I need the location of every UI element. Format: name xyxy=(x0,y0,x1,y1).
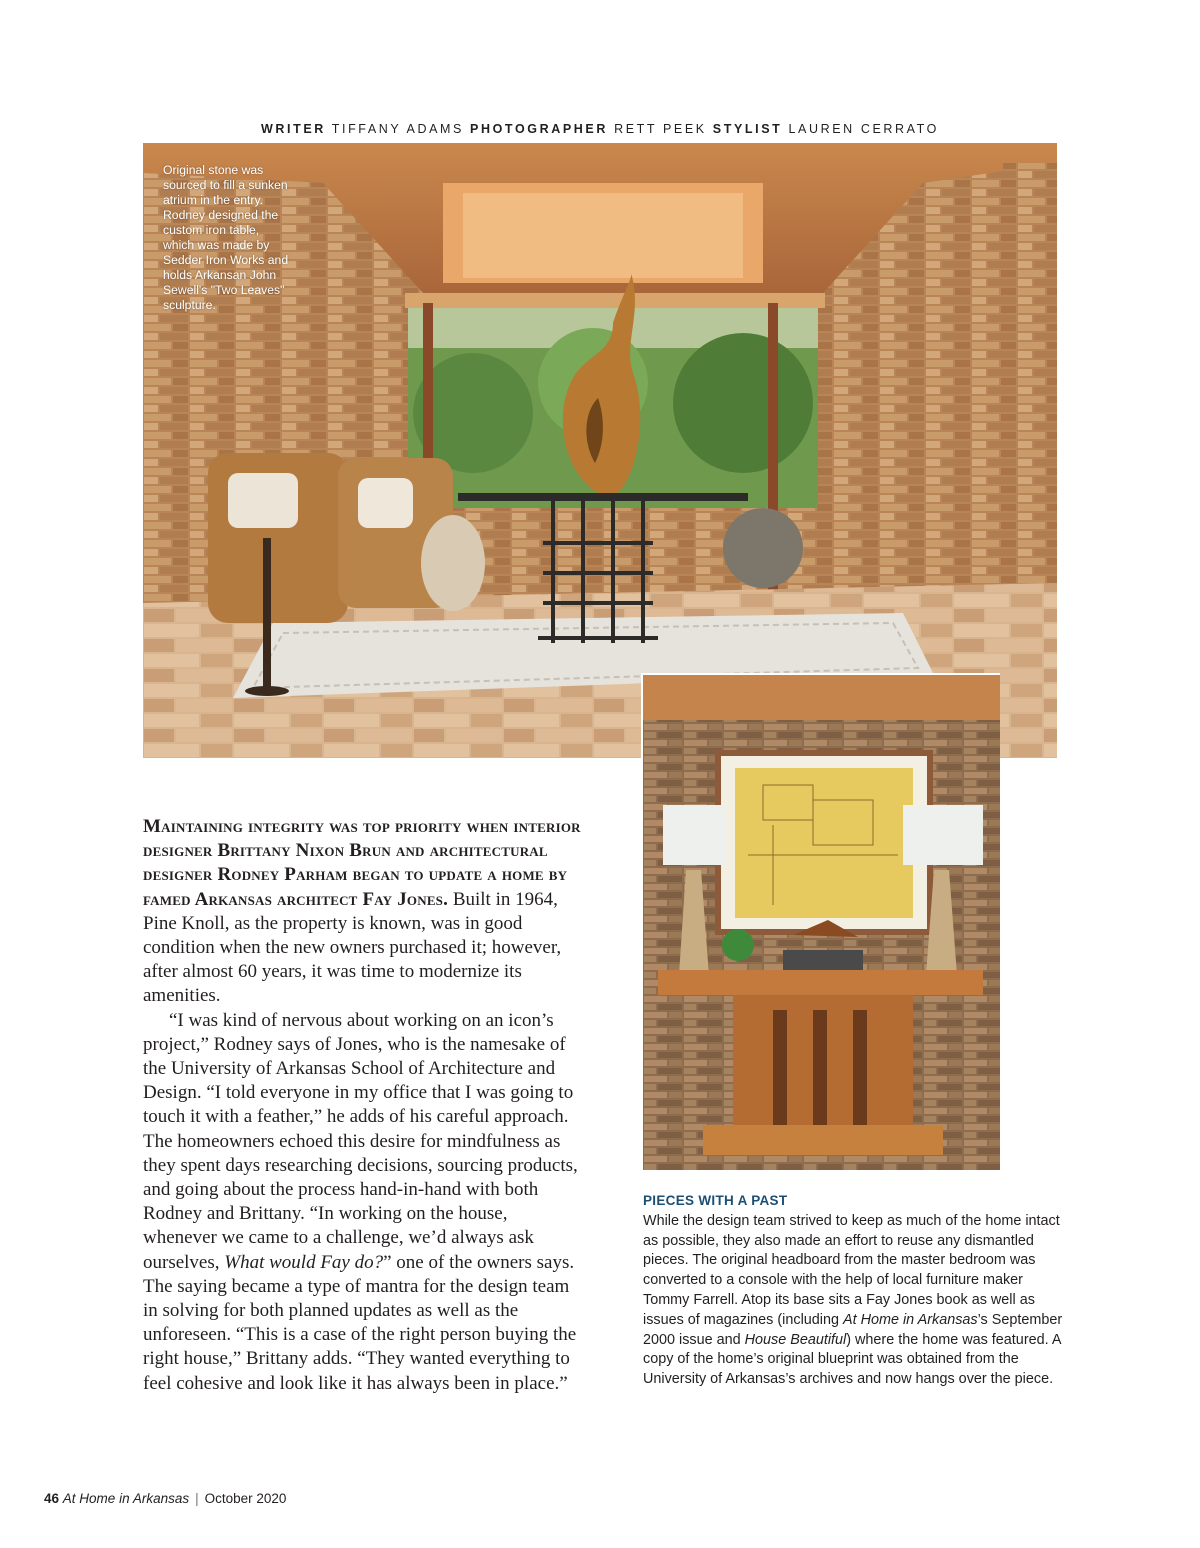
article-lead: Maintaining integrity was top priority when interior designer Brittany Nixon Brun and architectural designer Rodney Parham began to update a home by famed Arkansas architect Fay Jones. xyxy=(143,816,581,910)
publication-name: At Home in Arkansas xyxy=(62,1491,190,1506)
writer-label: WRITER xyxy=(261,122,326,136)
article-paragraph-1 xyxy=(143,815,583,1009)
sidebar-text-1: While the design team strived to keep as much of the home intact as possible, they also made an effort to reuse any dismantled pieces. The original headboard from the master bedroom was converted to a console with the help of local furniture maker Tommy Farrell. Atop its base sits a Fay Jones book as well as issues of magazines (including xyxy=(643,1212,1060,1328)
stylist-label: STYLIST xyxy=(712,122,783,136)
sidebar-text-2: ’s September 2000 issue and xyxy=(643,1311,1063,1348)
sidebar-text-3: ) where the home was featured. A copy of the home’s original blueprint was obtained from the University of Arkansas’s archives and now hangs over the piece. xyxy=(643,1331,1061,1388)
photographer-name: RETT PEEK xyxy=(614,122,707,136)
paragraph-2-text-a: “I was kind of nervous about working on an icon’s project,” Rodney says of Jones, who is the namesake of the University of Arkansas School of Architecture and Design. “I told everyone in my office that I was going to touch it with a feather,” he adds of his careful approach. The homeowners echoed this desire for mindfulness as they spent days researching decisions, sourcing products, and going about the process hand-in-hand with both Rodney and Brittany. “In working on the house, whenever we came to a challenge, we’d always ask ourselves, xyxy=(143,1009,578,1273)
page-number: 46 xyxy=(44,1491,60,1506)
writer-name: TIFFANY ADAMS xyxy=(331,122,464,136)
photographer-label: PHOTOGRAPHER xyxy=(470,122,608,136)
console-blueprint-photo xyxy=(641,673,1000,1170)
sidebar-italic-1: At Home in Arkansas xyxy=(842,1311,978,1328)
paragraph-1-text: Built in 1964, Pine Knoll, as the property is known, was in good condition when the new owners purchased it; however, after almost 60 years, it was time to modernize its amenities. xyxy=(143,888,562,1007)
issue-date: October 2020 xyxy=(204,1491,287,1506)
sidebar-italic-2: House Beautiful xyxy=(744,1331,847,1348)
sidebar-heading: PIECES WITH A PAST xyxy=(643,1193,788,1208)
paragraph-2-text-b: ” one of the owners says. The saying became a type of mantra for the design team in solving for both planned updates as well as the unforeseen. “This is a case of the right person buying the right house,” Brittany adds. “They wanted everything to feel cohesive and look like it has always been in place.” xyxy=(143,1251,577,1394)
hero-caption: Original stone was sourced to fill a sunken atrium in the entry. Rodney designed the custom iron table, which was made by Sedder Iron Works and holds Arkansan John Sewell's "Two Leaves" sculpture. xyxy=(163,163,289,312)
paragraph-2-italic: What would Fay do? xyxy=(224,1251,384,1273)
stylist-name: LAUREN CERRATO xyxy=(788,122,939,136)
page-folio xyxy=(44,1491,286,1506)
photo-credits xyxy=(0,122,1200,136)
sidebar-pieces-with-a-past xyxy=(643,1191,1063,1390)
sidebar-text xyxy=(643,1212,1063,1390)
article-paragraph-2 xyxy=(143,1009,583,1396)
console-illustration xyxy=(643,675,1000,1170)
folio-separator: | xyxy=(195,1491,199,1506)
article-body xyxy=(143,815,583,1396)
